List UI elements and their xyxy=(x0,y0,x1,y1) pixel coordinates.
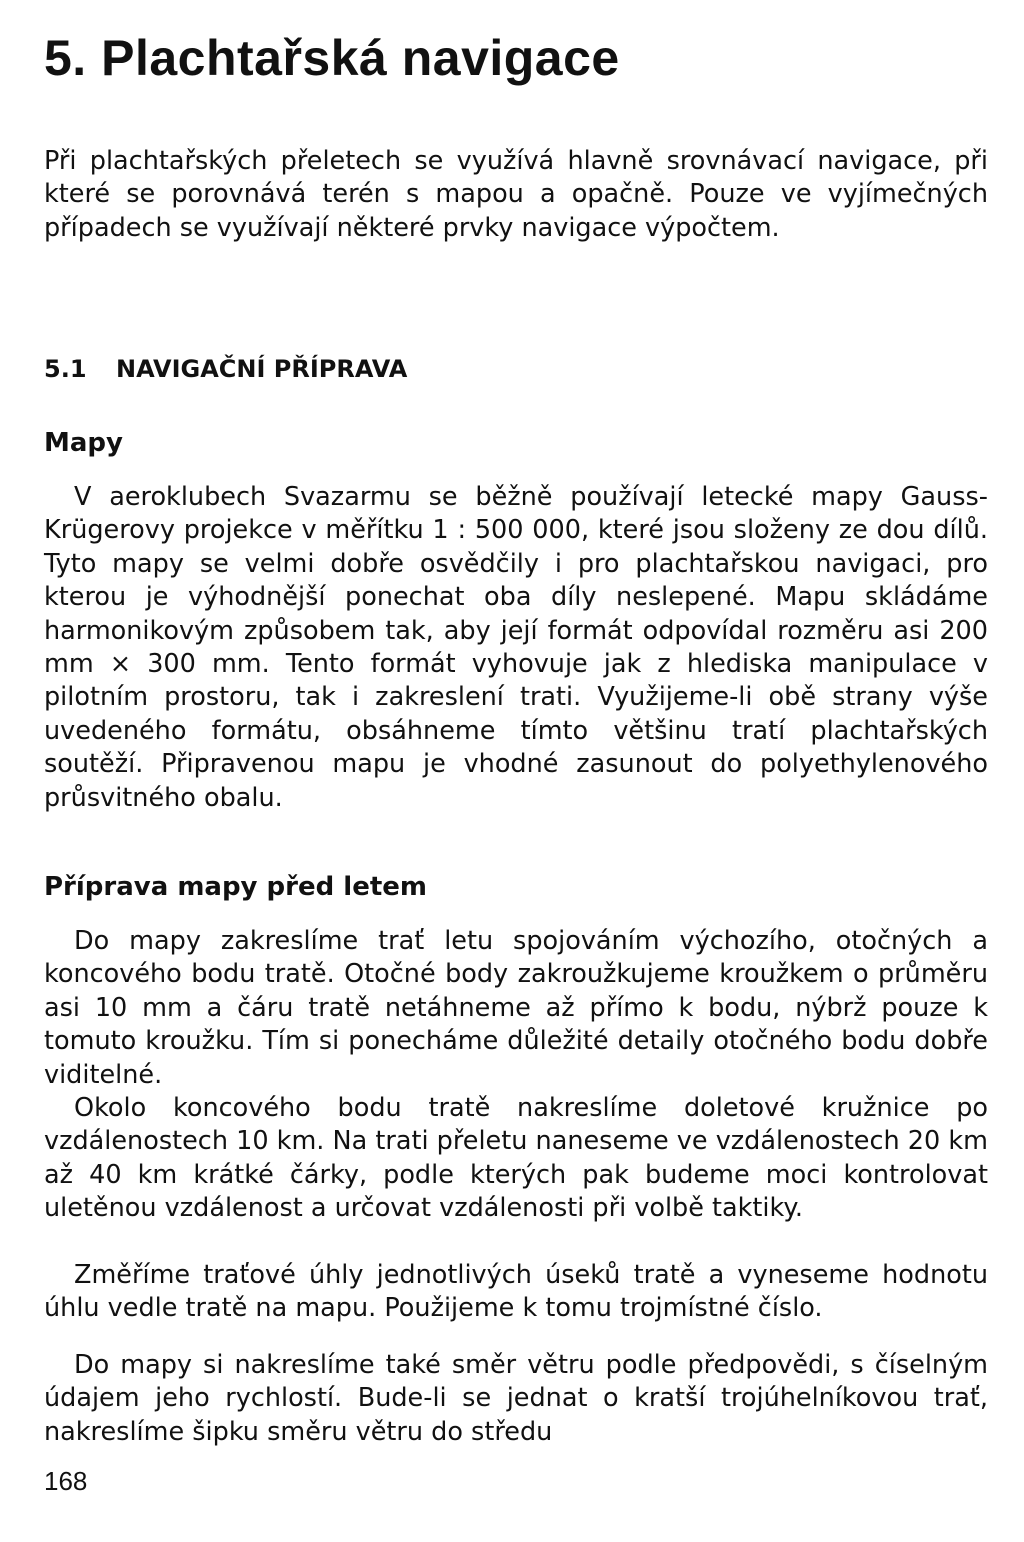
page-number: 168 xyxy=(44,1466,88,1496)
section-title: NAVIGAČNÍ PŘÍPRAVA xyxy=(116,355,408,383)
paragraph-track-angles: Změříme traťové úhly jednotlivých úseků tratě a vyneseme hodnotu úhlu vedle tratě na mapu. Použijeme k tomu trojmístné číslo. xyxy=(44,1260,988,1324)
section-number: 5.1 xyxy=(44,355,87,383)
subheading-maps: Mapy xyxy=(44,428,123,458)
paragraph-wind-direction: Do mapy si nakreslíme také směr větru podle předpovědi, s číselným údajem jeho rychlostí. Bude-li se jednat o kratší trojúhelníkovou trať, nakreslíme šipku směru větru do středu xyxy=(44,1350,988,1447)
paragraph-route-drawing: Do mapy zakreslíme trať letu spojováním výchozího, otočných a koncového bodu tratě. Otočné body zakroužkujeme kroužkem o průměru asi 10 mm a čáru tratě netáhneme až přímo k bodu, nýbrž pouze k tomuto kroužku. Tím si ponecháme důležité detaily otočného bodu dobře viditelné. xyxy=(44,926,988,1090)
subheading-map-preparation: Příprava mapy před letem xyxy=(44,872,427,902)
chapter-title: 5. Plachtařská navigace xyxy=(44,30,620,86)
chapter-intro-paragraph: Při plachtařských přeletech se využívá hlavně srovnávací navigace, při které se porovnává terén s mapou a opačně. Pouze ve vyjímečných případech se využívají některé prvky navigace výpočtem. xyxy=(44,146,988,243)
paragraph-maps: V aeroklubech Svazarmu se běžně používají letecké mapy Gauss-Krügerovy projekce v měřítku 1 : 500 000, které jsou složeny ze dou dílů. Tyto mapy se velmi dobře osvědčily i pro plachtařskou navigaci, pro kterou je výhodnější ponechat oba díly neslepené. Mapu skládáme harmonikovým způsobem tak, aby její formát odpovídal rozměru asi 200 mm × 300 mm. Tento formát vyhovuje jak z hlediska manipulace v pilotním prostoru, tak i zakreslení trati. Využijeme-li obě strany výše uvedeného formátu, obsáhneme tímto většinu tratí plachtařských soutěží. Připravenou mapu je vhodné zasunout do polyethylenového průsvitného obalu. xyxy=(44,482,988,813)
paragraph-distance-circles: Okolo koncového bodu tratě nakreslíme doletové kružnice po vzdálenostech 10 km. Na trati přeletu naneseme ve vzdálenostech 20 km až 40 km krátké čárky, podle kterých pak budeme moci kontrolovat uletěnou vzdálenost a určovat vzdálenosti při volbě taktiky. xyxy=(44,1093,988,1224)
section-heading xyxy=(44,354,407,384)
